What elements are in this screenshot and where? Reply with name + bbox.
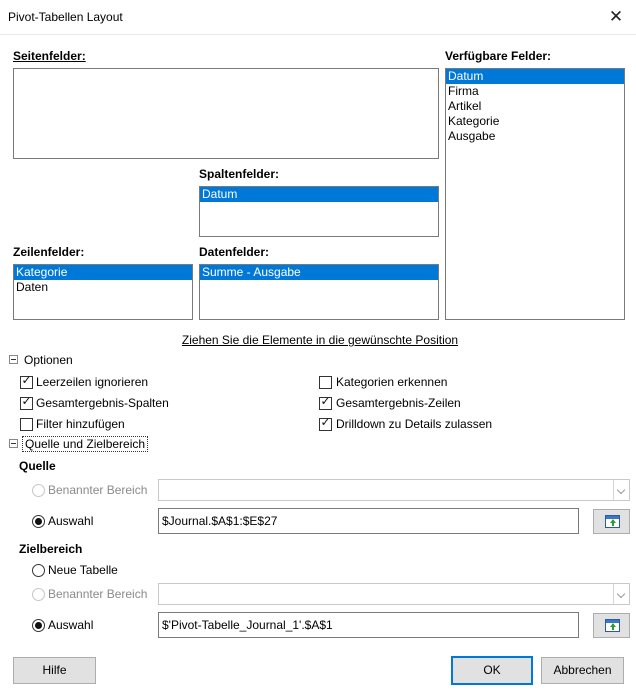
data-fields-list[interactable] xyxy=(199,264,439,320)
identify-categories-label[interactable]: Kategorien erkennen xyxy=(336,375,448,389)
page-fields-list[interactable] xyxy=(13,68,439,159)
checkmark-icon: ✓ xyxy=(320,394,331,408)
source-selection-label[interactable]: Auswahl xyxy=(48,514,94,528)
data-fields-label: Datenfelder: xyxy=(199,245,270,259)
title-divider xyxy=(0,34,636,35)
list-item[interactable]: Kategorie xyxy=(448,114,500,128)
available-fields-label: Verfügbare Felder: xyxy=(445,49,552,63)
drag-hint: Ziehen Sie die Elemente in die gewünschte Position xyxy=(181,333,459,347)
add-filter-checkbox[interactable] xyxy=(20,418,33,431)
column-fields-label: Spaltenfelder: xyxy=(199,167,280,181)
collapse-icon[interactable] xyxy=(9,355,18,364)
drilldown-checkbox[interactable] xyxy=(319,415,332,431)
help-button[interactable]: Hilfe xyxy=(13,657,96,684)
source-named-range-select[interactable] xyxy=(158,479,630,501)
shrink-button[interactable] xyxy=(593,509,630,534)
arrow-up-icon xyxy=(610,519,616,523)
column-fields-list[interactable] xyxy=(199,186,439,237)
new-sheet-radio[interactable] xyxy=(32,564,45,577)
dest-named-range-select[interactable] xyxy=(158,583,630,605)
total-rows-label[interactable]: Gesamtergebnis-Zeilen xyxy=(336,396,461,410)
list-item[interactable]: Kategorie xyxy=(14,265,192,280)
total-rows-checkbox[interactable] xyxy=(319,394,332,410)
dest-named-range-label[interactable]: Benannter Bereich xyxy=(48,587,148,601)
source-range-field[interactable]: $Journal.$A$1:$E$27 xyxy=(158,508,579,534)
radio-dot xyxy=(35,622,42,629)
collapse-icon[interactable] xyxy=(9,439,18,448)
row-fields-list[interactable] xyxy=(13,264,193,320)
dest-label: Zielbereich xyxy=(19,542,83,556)
source-named-range-radio[interactable] xyxy=(32,484,45,497)
shrink-button[interactable] xyxy=(593,613,630,638)
ok-button[interactable]: OK xyxy=(451,656,533,685)
close-icon[interactable]: ✕ xyxy=(608,7,624,26)
checkmark-icon: ✓ xyxy=(21,394,32,408)
chevron-down-icon[interactable] xyxy=(613,480,629,500)
dest-selection-radio[interactable] xyxy=(32,619,45,632)
checkmark-icon: ✓ xyxy=(21,373,32,387)
new-sheet-label[interactable]: Neue Tabelle xyxy=(48,563,118,577)
list-item[interactable]: Artikel xyxy=(448,99,482,113)
list-item[interactable]: Daten xyxy=(16,280,49,294)
list-item[interactable]: Ausgabe xyxy=(448,129,496,143)
arrow-up-icon xyxy=(610,623,616,627)
total-columns-label[interactable]: Gesamtergebnis-Spalten xyxy=(36,396,169,410)
chevron-down-icon[interactable] xyxy=(613,584,629,604)
row-fields-label: Zeilenfelder: xyxy=(13,245,85,259)
source-selection-radio[interactable] xyxy=(32,515,45,528)
add-filter-label[interactable]: Filter hinzufügen xyxy=(36,417,125,431)
dest-range-field[interactable]: $'Pivot-Tabelle_Journal_1'.$A$1 xyxy=(158,612,579,638)
cancel-button[interactable]: Abbrechen xyxy=(541,657,624,684)
source-label: Quelle xyxy=(19,459,56,473)
identify-categories-checkbox[interactable] xyxy=(319,376,332,389)
list-item[interactable]: Datum xyxy=(200,187,438,202)
checkmark-icon: ✓ xyxy=(320,415,331,429)
ignore-empty-rows-label[interactable]: Leerzeilen ignorieren xyxy=(36,375,149,389)
list-item[interactable]: Summe - Ausgabe xyxy=(200,265,438,280)
source-dest-header[interactable]: Quelle und Zielbereich xyxy=(22,436,148,452)
window-title: Pivot-Tabellen Layout xyxy=(8,10,123,24)
ignore-empty-rows-checkbox[interactable] xyxy=(20,373,33,389)
list-item[interactable]: Firma xyxy=(448,84,479,98)
dest-named-range-radio[interactable] xyxy=(32,588,45,601)
dest-selection-label[interactable]: Auswahl xyxy=(48,618,94,632)
drilldown-label[interactable]: Drilldown zu Details zulassen xyxy=(336,417,493,431)
radio-dot xyxy=(35,518,42,525)
list-item[interactable]: Datum xyxy=(446,69,624,84)
total-columns-checkbox[interactable] xyxy=(20,394,33,410)
source-named-range-label[interactable]: Benannter Bereich xyxy=(48,483,148,497)
available-fields-list[interactable] xyxy=(445,68,625,320)
page-fields-label: Seitenfelder: xyxy=(13,49,86,63)
options-header[interactable]: Optionen xyxy=(24,353,73,367)
